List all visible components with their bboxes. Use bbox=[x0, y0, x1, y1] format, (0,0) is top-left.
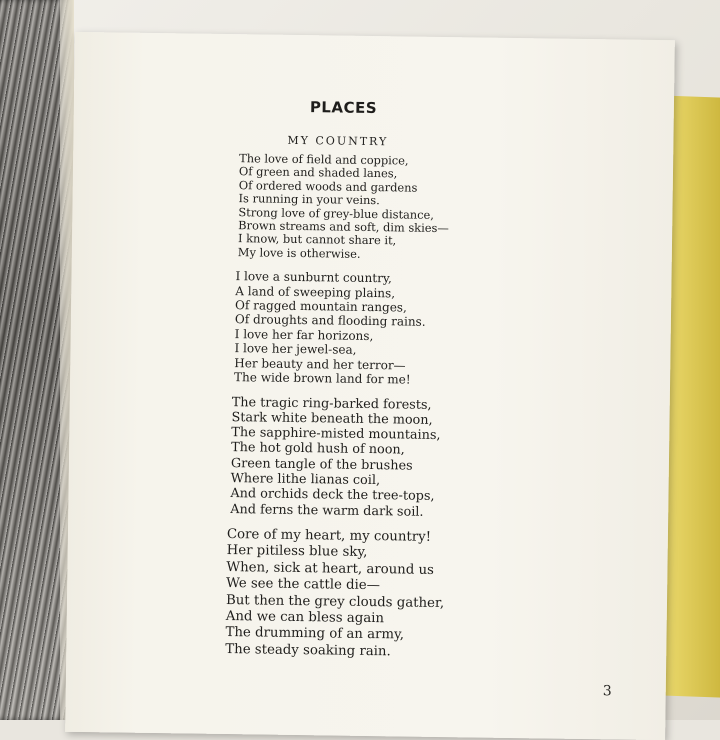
stanza-1 bbox=[238, 152, 499, 263]
stanza-3 bbox=[230, 395, 496, 521]
poem-line: The drumming of an army, bbox=[225, 625, 405, 643]
poem-line: The steady soaking rain. bbox=[225, 641, 391, 660]
poem-line: Where lithe lianas coil, bbox=[230, 471, 381, 489]
poem-line: And ferns the warm dark soil. bbox=[230, 501, 424, 520]
poem-line: Of ragged mountain ranges, bbox=[235, 298, 407, 315]
poem-line: Of droughts and flooding rains. bbox=[234, 312, 426, 330]
section-title: PLACES bbox=[309, 98, 378, 118]
poem-line: Green tangle of the brushes bbox=[230, 455, 413, 474]
poem-line: The hot gold hush of noon, bbox=[231, 440, 405, 458]
poem-line: The wide brown land for me! bbox=[234, 370, 411, 387]
poem-title: MY COUNTRY bbox=[287, 133, 389, 149]
poem-line: Stark white beneath the moon, bbox=[231, 409, 433, 428]
stanza-2 bbox=[234, 269, 498, 388]
poem-line: And we can bless again bbox=[225, 608, 385, 627]
poem-line: Her beauty and her terror— bbox=[234, 355, 406, 373]
poem-line: Her pitiless blue sky, bbox=[226, 543, 368, 561]
poem-line: I love a sunburnt country, bbox=[235, 269, 392, 286]
poem-line: Core of my heart, my country! bbox=[226, 526, 432, 545]
poem-line: Brown streams and soft, dim skies— bbox=[238, 218, 449, 236]
poem-line: The sapphire-misted mountains, bbox=[231, 425, 441, 444]
poem-line: Strong love of grey-blue distance, bbox=[238, 204, 435, 222]
book-page bbox=[65, 32, 675, 740]
poem-line: The love of field and coppice, bbox=[239, 151, 409, 168]
poem-line: But then the grey clouds gather, bbox=[225, 592, 445, 611]
poem-line: The tragic ring-barked forests, bbox=[231, 394, 432, 413]
poem-body bbox=[225, 151, 499, 662]
poem-line: I know, but cannot share it, bbox=[237, 231, 397, 248]
poem-line: My love is otherwise. bbox=[237, 244, 361, 261]
facing-page-photograph bbox=[0, 0, 74, 720]
poem-line: We see the cattle die— bbox=[226, 576, 381, 594]
poem-line: Of green and shaded lanes, bbox=[238, 164, 398, 181]
poem-line: Is running in your veins. bbox=[238, 191, 380, 208]
poem-line: I love her far horizons, bbox=[234, 326, 374, 343]
stanza-4 bbox=[225, 527, 494, 662]
poem-line: When, sick at heart, around us bbox=[226, 559, 435, 578]
page-number: 3 bbox=[602, 683, 612, 700]
poem-line: I love her jewel-sea, bbox=[234, 341, 357, 358]
poem-line: A land of sweeping plains, bbox=[235, 283, 396, 300]
poem-line: Of ordered woods and gardens bbox=[238, 177, 418, 195]
poem-line: And orchids deck the tree-tops, bbox=[230, 486, 435, 505]
